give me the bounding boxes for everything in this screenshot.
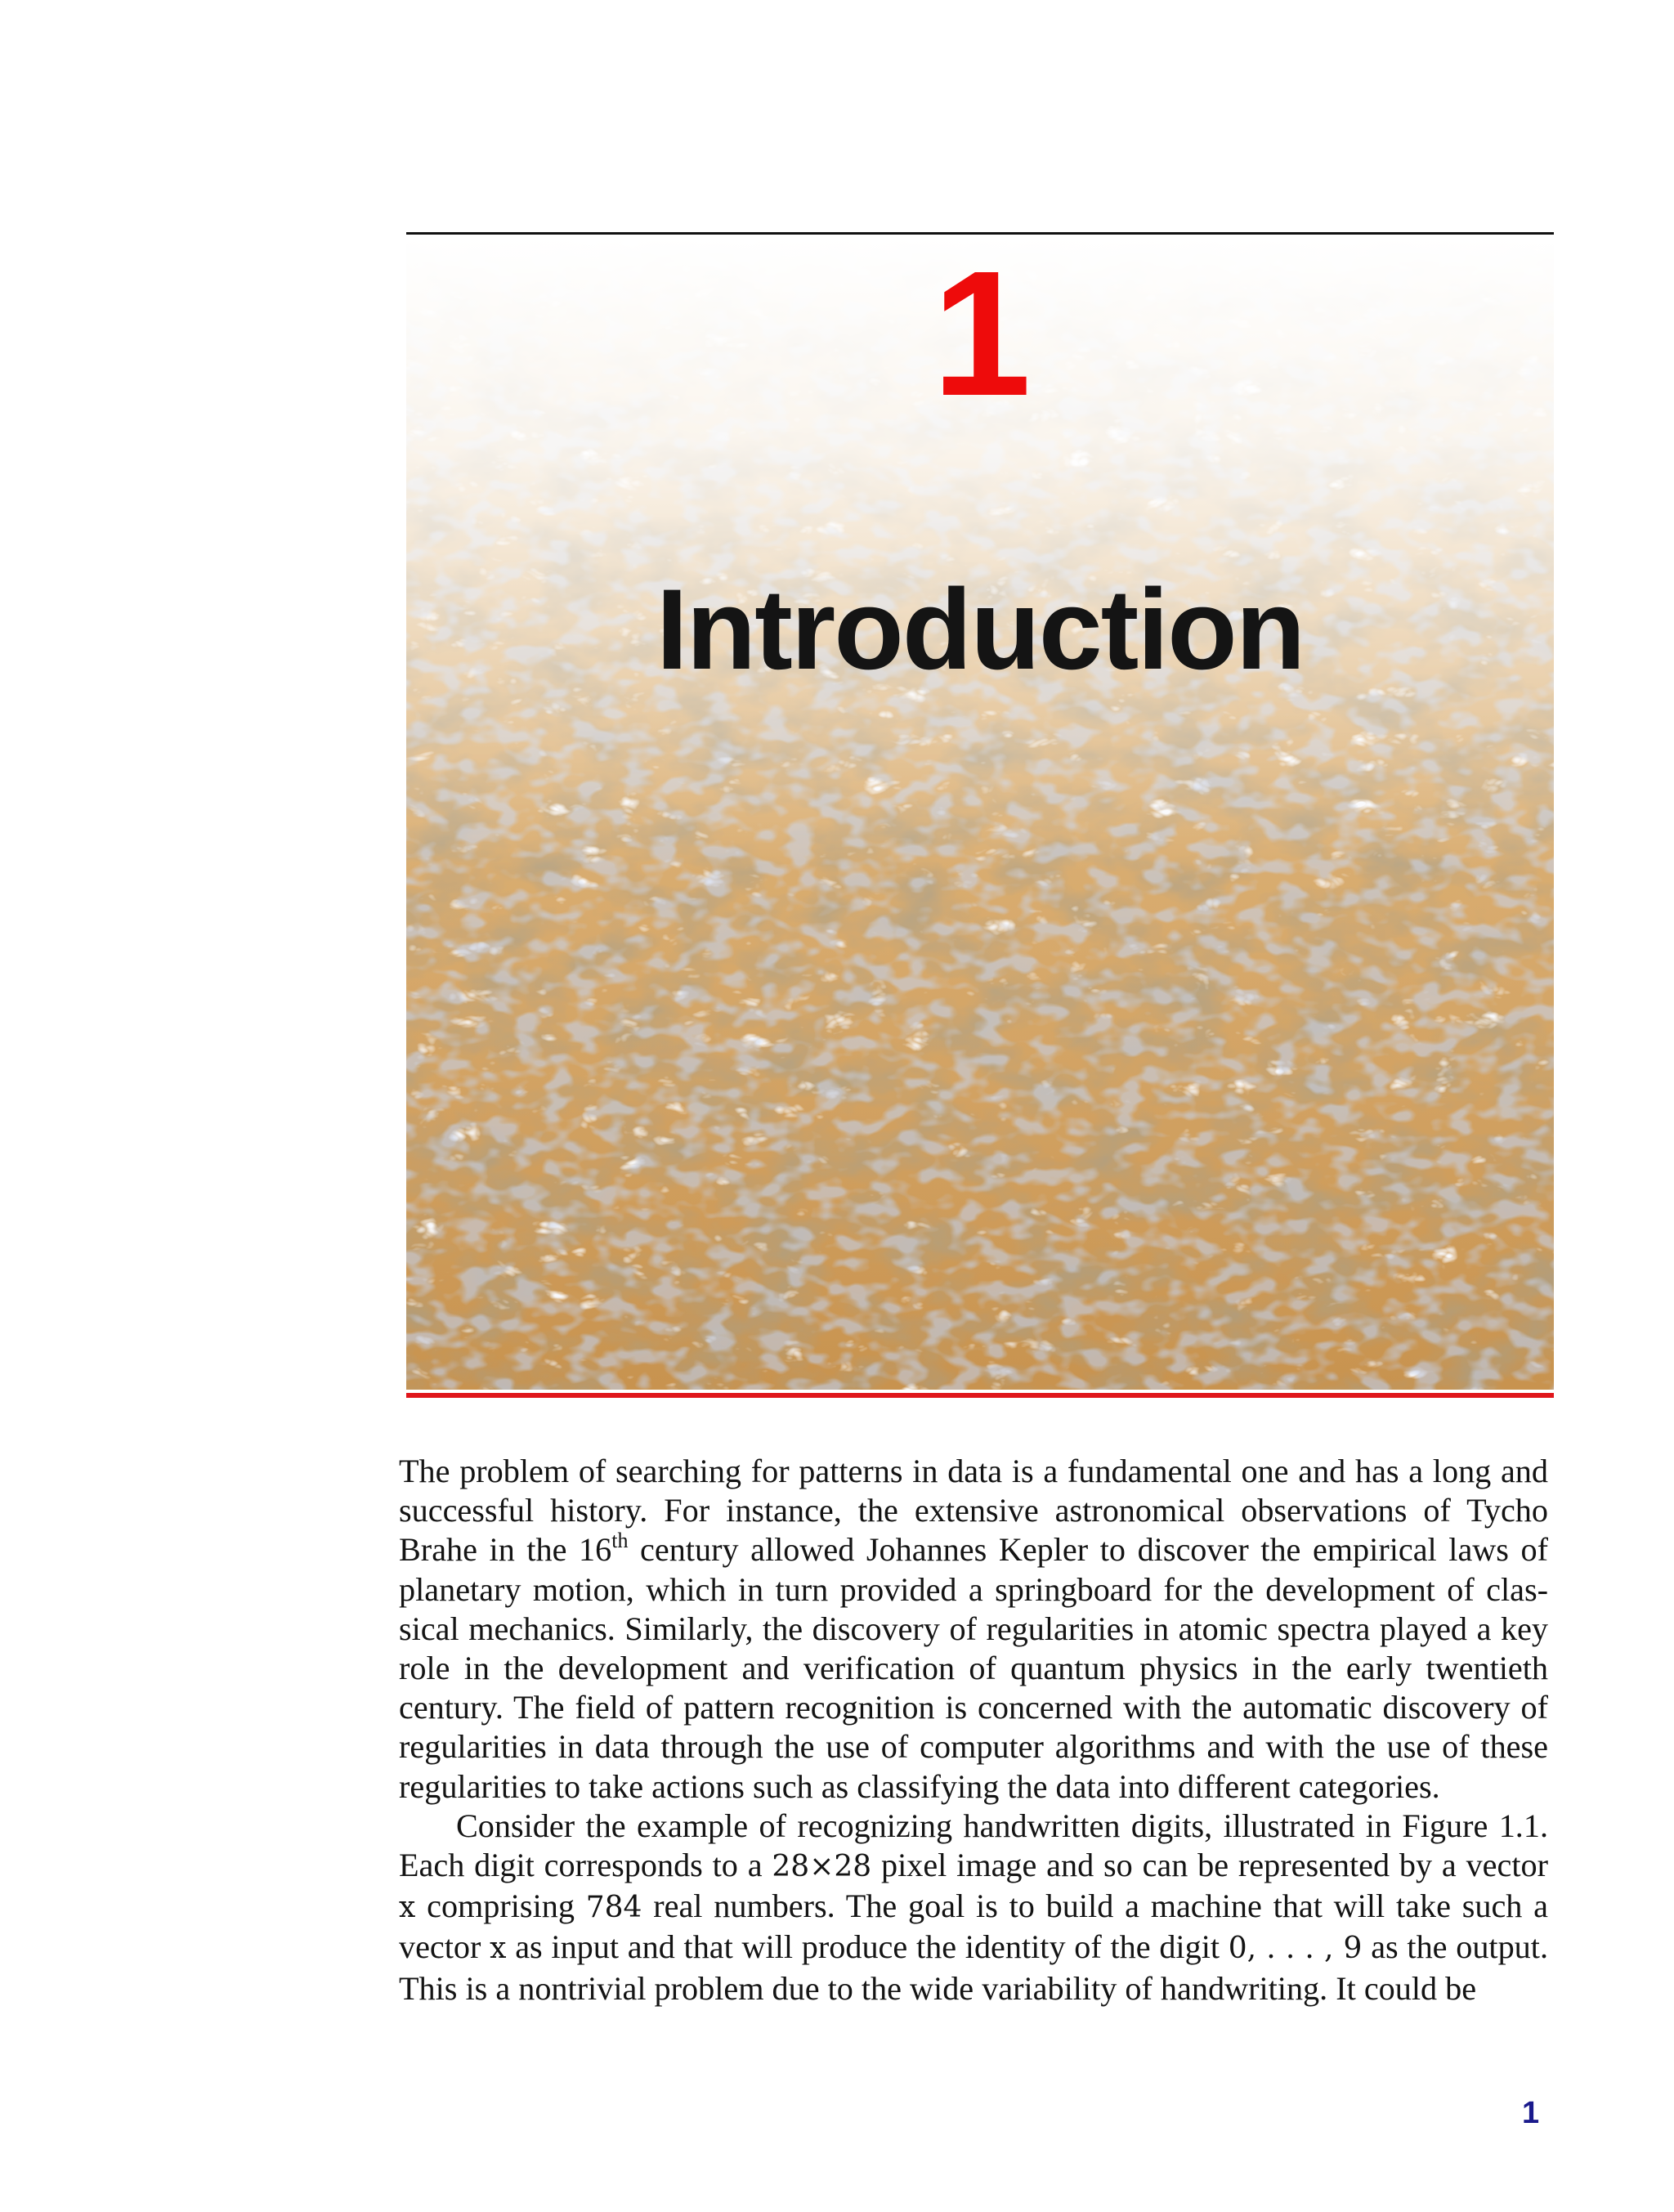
page-number: 1 xyxy=(1522,2096,1540,2130)
superscript-th: th xyxy=(611,1529,629,1553)
paragraph-2: Consider the example of recognizing handwritten digits, illustrated in Figure 1.1. Each digit corresponds to a 28×28 pixel image and so can be represented by a vector x comprising 784 real numbers. The goal is to build a machine that will take such a vector x as input and that will produce the identity of the digit 0, . . . , 9 as the output. This is a nontrivial problem due to the wide variability of handwriting. It could be xyxy=(399,1807,1549,2007)
body-text xyxy=(399,1452,1548,2008)
image-dimensions: 28×28 xyxy=(772,1850,872,1884)
digit-range: 0, . . . , 9 xyxy=(1228,1932,1363,1966)
chapter-number: 1 xyxy=(932,235,1028,433)
vector-x: x xyxy=(399,1891,416,1925)
feature-count: 784 xyxy=(585,1891,642,1925)
bottom-rule xyxy=(406,1393,1554,1398)
vector-x: x xyxy=(490,1932,507,1966)
paragraph-1: The problem of searching for patterns in data is a fundamental one and has a long and successful history. For instance, the extensive astronomical observations of Tycho Brahe in the 16th century allowed Johannes Kepler to discover the empirical laws of planetary motion, which in turn provided a springboard for the development of classical mechanics. Similarly, the discovery of regularities in atomic spectra played a key role in the development and verification of quantum physics in the early twentieth century. The field of pattern recognition is concerned with the automatic discovery of regularities in data through the use of computer algorithms and with the use of these regularities to take actions such as classifying the data into different categories. xyxy=(399,1453,1548,1805)
chapter-title: Introduction xyxy=(656,565,1305,693)
